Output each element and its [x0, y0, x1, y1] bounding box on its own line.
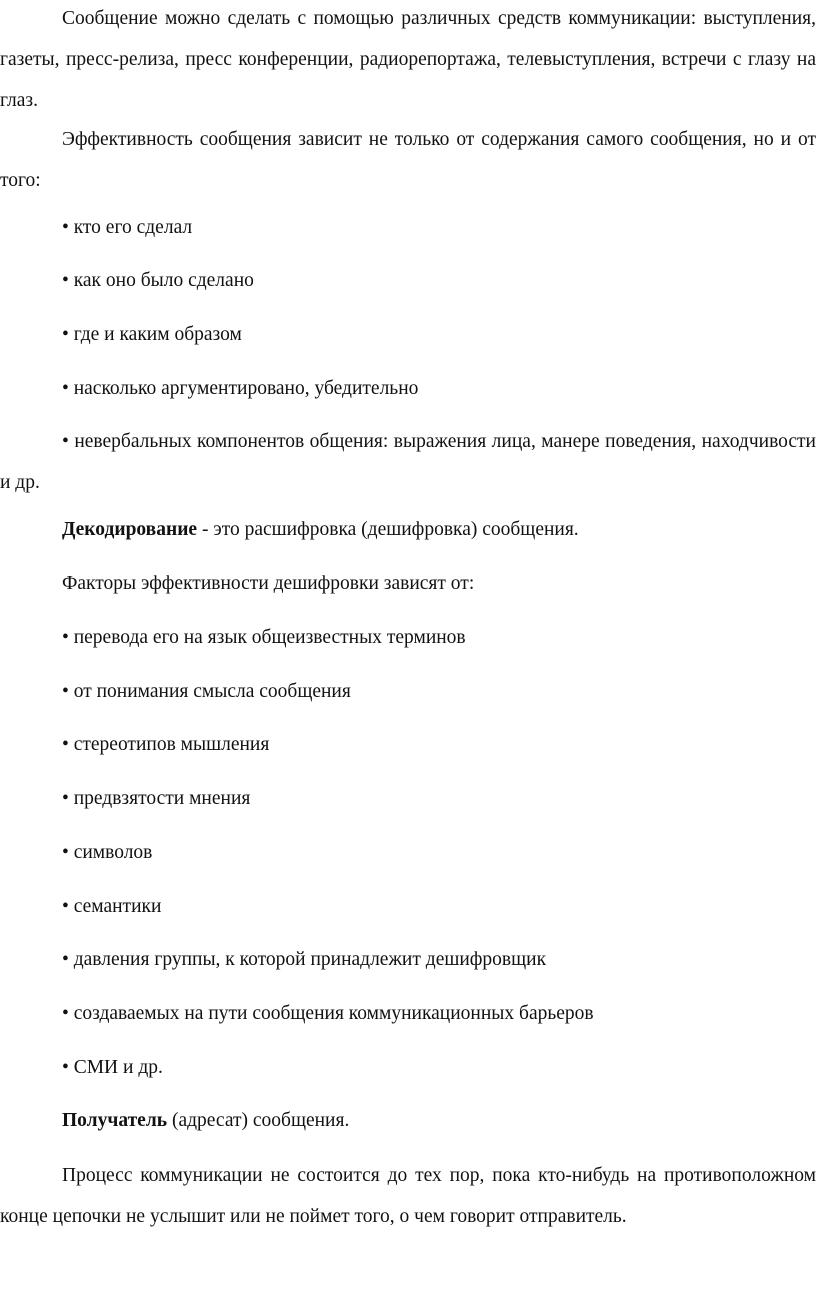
factors-intro: Факторы эффективности дешифровки зависят от:	[62, 573, 475, 594]
effectiveness-item-2: • как оно было сделано	[62, 270, 254, 291]
factor-item-8: • создаваемых на пути сообщения коммуникационных барьеров	[62, 1003, 594, 1024]
decoding-definition	[62, 509, 579, 550]
factor-item-6: • семантики	[62, 896, 162, 917]
factor-item-2: • от понимания смысла сообщения	[62, 681, 351, 702]
receiver-heading	[62, 1100, 349, 1141]
decoding-term: Декодирование	[62, 519, 198, 540]
paragraph-communication-process: Процесс коммуникации не состоится до тех пор, пока кто-нибудь на противоположном конце цепочки не услышит или не поймет того, о чем говорит отправитель.	[0, 1165, 816, 1227]
paragraph-communication-means: Сообщение можно сделать с помощью различных средств коммуникации: выступления, газеты, пресс-релиза, пресс конференции, радиорепортажа, телевыступления, встречи с глазу на глаз.	[0, 8, 816, 111]
factor-item-5: • символов	[62, 842, 153, 863]
decoding-text: - это расшифровка (дешифровка) сообщения.	[197, 519, 579, 540]
effectiveness-item-5: • невербальных компонентов общения: выражения лица, манере поведения, находчивости и др.	[0, 431, 816, 493]
effectiveness-item-3: • где и каким образом	[62, 324, 242, 345]
factor-item-1: • перевода его на язык общеизвестных терминов	[62, 627, 466, 648]
effectiveness-item-1: • кто его сделал	[62, 217, 193, 238]
effectiveness-item-4: • насколько аргументировано, убедительно	[62, 378, 419, 399]
receiver-text: (адресат) сообщения.	[167, 1110, 350, 1131]
factor-item-4: • предвзятости мнения	[62, 788, 251, 809]
paragraph-message-effectiveness: Эффективность сообщения зависит не только от содержания самого сообщения, но и от того:	[0, 129, 816, 191]
factor-item-9: • СМИ и др.	[62, 1057, 163, 1078]
receiver-term: Получатель	[62, 1110, 168, 1131]
factor-item-3: • стереотипов мышления	[62, 734, 270, 755]
factor-item-7: • давления группы, к которой принадлежит дешифровщик	[62, 949, 547, 970]
